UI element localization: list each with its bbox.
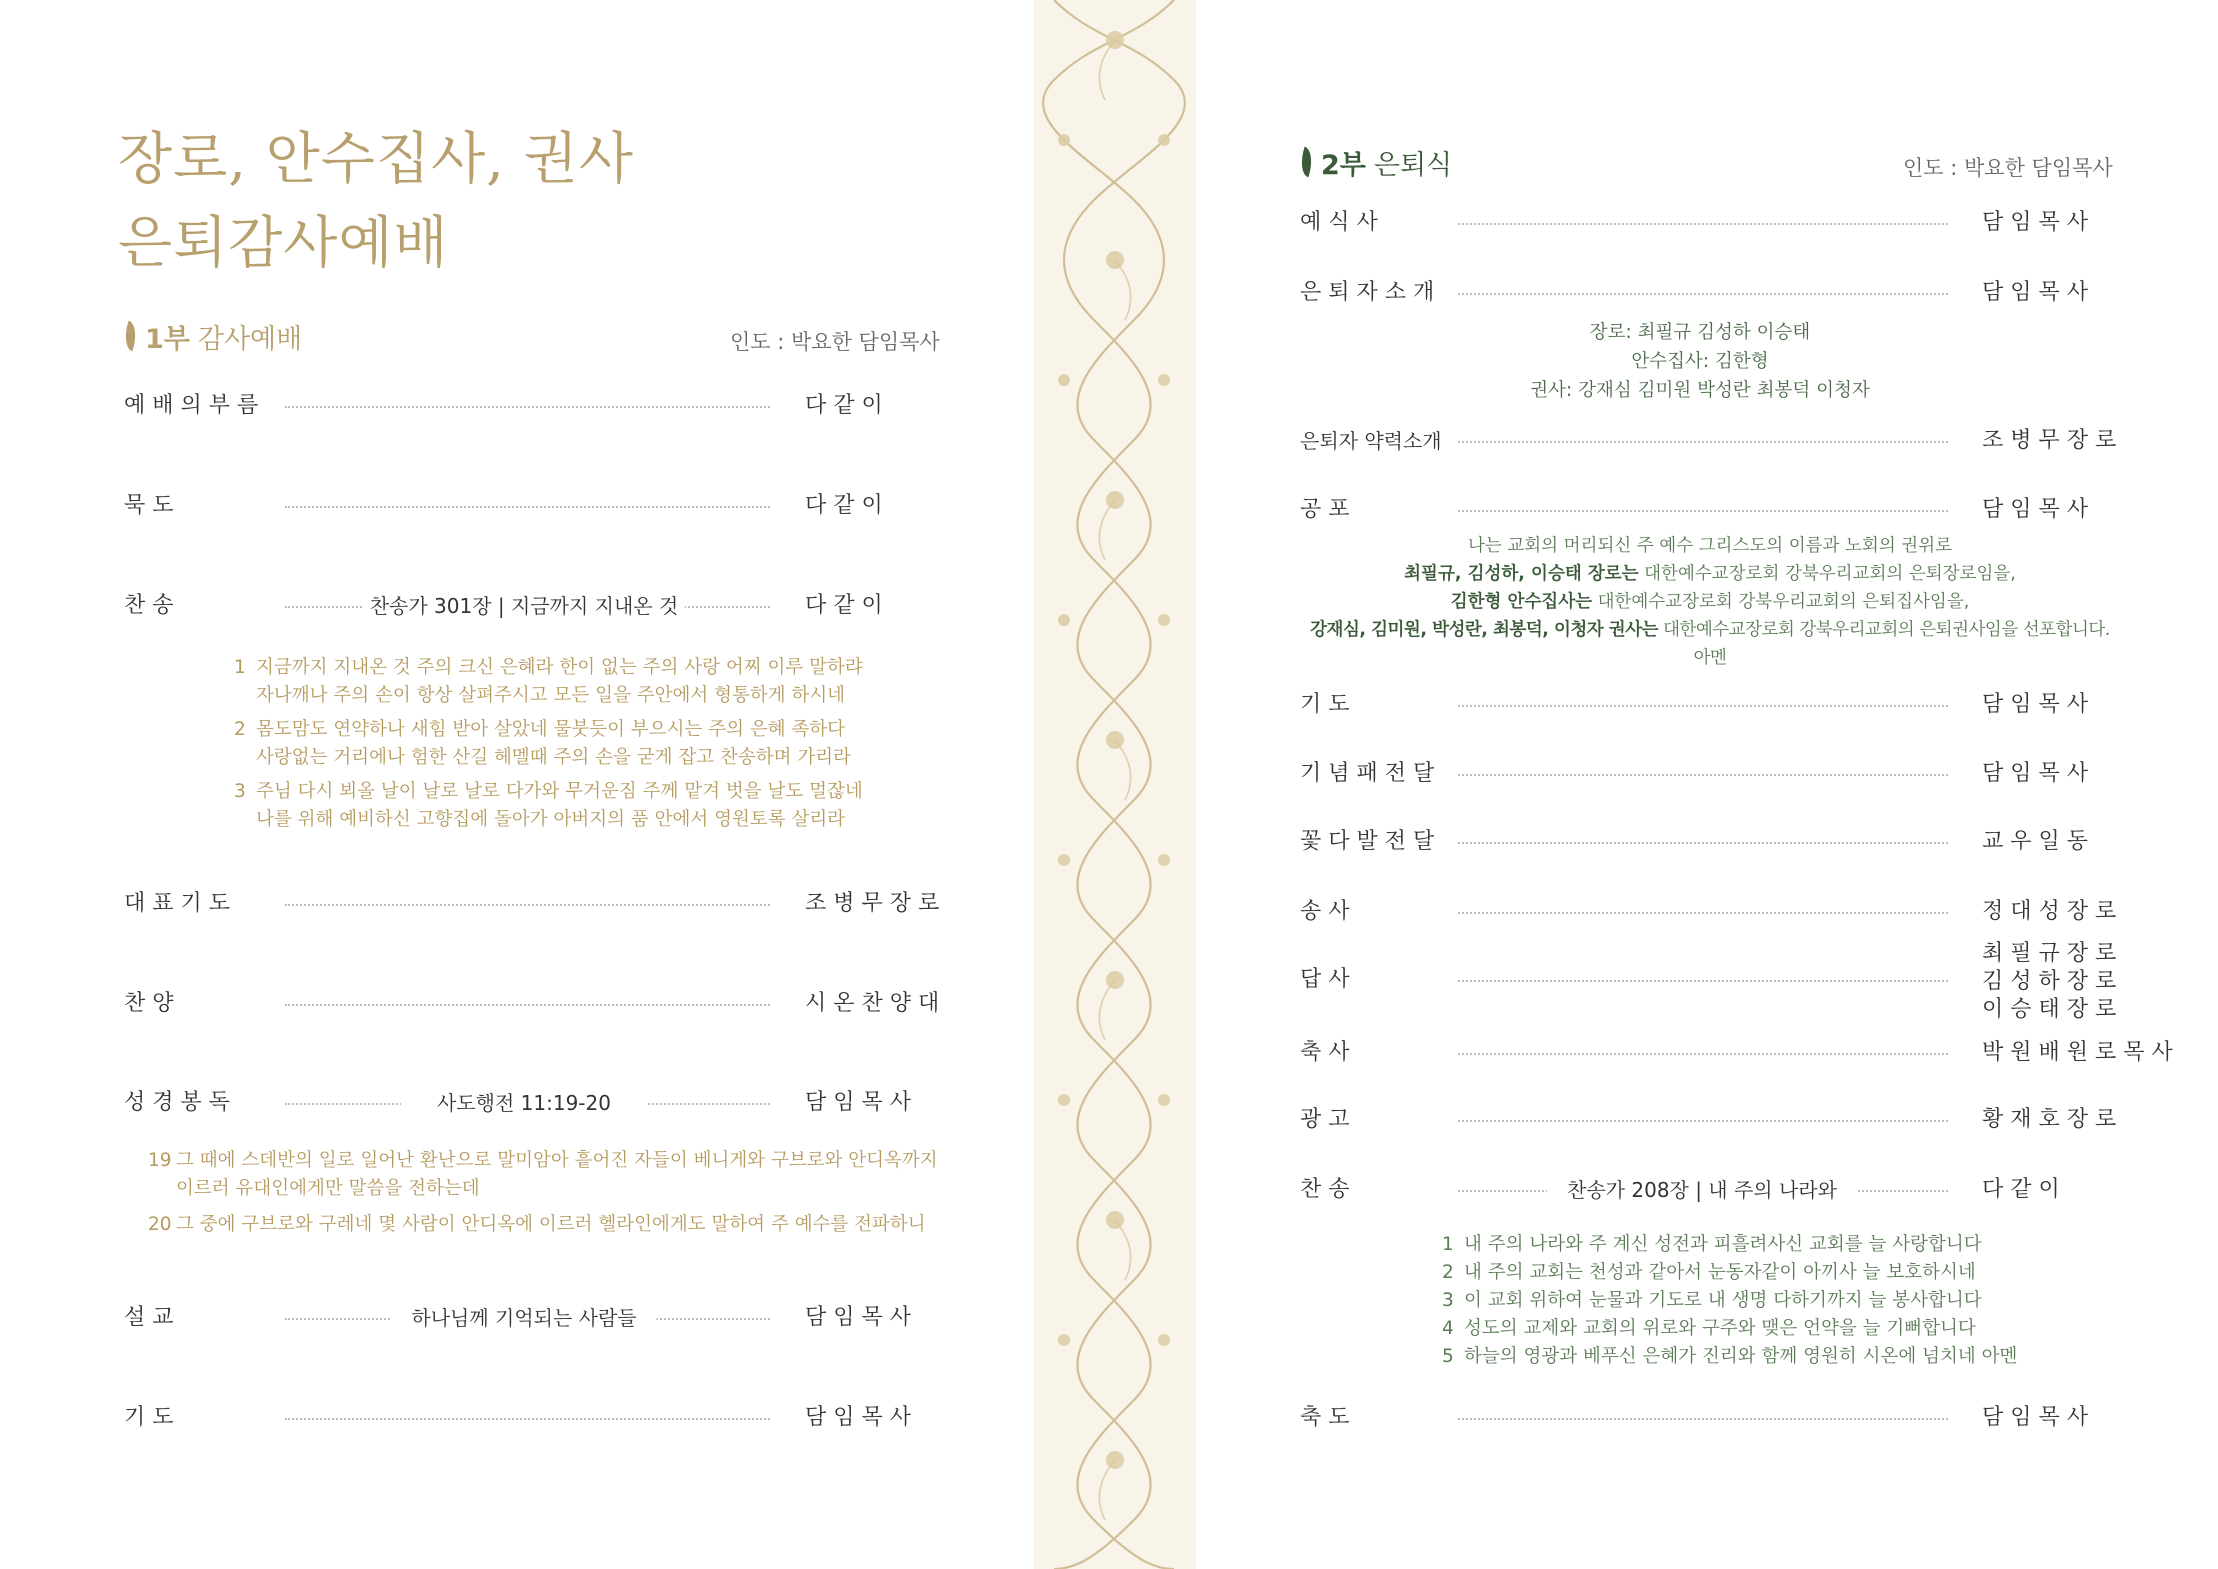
- row-label: 축 도: [1300, 1405, 1350, 1430]
- proclamation-line: [1300, 616, 2120, 672]
- order-row-proclamation: [1300, 490, 2180, 530]
- dotted-leader: [1458, 774, 1948, 776]
- dotted-leader: [285, 904, 770, 906]
- row-label: 예 식 사: [1300, 210, 1378, 235]
- verse-line: 주님 다시 뵈올 날이 날로 날로 다가와 무거운짐 주께 맡겨 벗을 날도 멀잖네: [256, 781, 863, 802]
- verse-line: 사랑없는 거리에나 험한 산길 헤멜때 주의 손을 굳게 잡고 찬송하며 가리라: [256, 747, 851, 768]
- row-performer: 황 재 호 장 로: [1982, 1107, 2117, 1132]
- order-row-hymn: [124, 586, 944, 626]
- order-row-retiree-introduction: [1300, 273, 2180, 313]
- verse-line: 내 주의 나라와 주 계신 성전과 피흘려사신 교회를 늘 사랑합니다: [1464, 1234, 1982, 1255]
- hymn-verse: [1442, 1231, 2017, 1259]
- part1-number: 1부: [145, 323, 190, 355]
- retiree-list: [1400, 318, 2000, 405]
- verse-number: 1: [234, 657, 246, 678]
- proclamation-names: 최필규, 김성하, 이승태 장로는: [1404, 564, 1639, 584]
- verse-number: 20: [148, 1214, 172, 1235]
- floral-pattern: [1034, 0, 1196, 1569]
- hymn-reference: 찬송가 301장 | 지금까지 지내온 것: [364, 586, 685, 626]
- verse-line: 지금까지 지내온 것 주의 크신 은혜라 한이 없는 주의 사랑 어찌 이루 말하랴: [256, 657, 863, 678]
- order-row-plaque-presentation: [1300, 754, 2180, 794]
- row-performer: 조 병 무 장 로: [805, 891, 940, 916]
- row-performer: 다 같 이: [805, 493, 883, 518]
- order-row-congratulatory-address: [1300, 1033, 2180, 1073]
- proclamation-text: [1300, 532, 2120, 672]
- dotted-leader: [285, 1418, 770, 1420]
- row-performer: 시 온 찬 양 대: [805, 991, 940, 1016]
- row-label: 축 사: [1300, 1040, 1350, 1065]
- row-label: 성 경 봉 독: [124, 1090, 230, 1115]
- hymn-lyrics: [234, 654, 863, 834]
- row-label: 예 배 의 부 름: [124, 393, 259, 418]
- order-row-prayer: [124, 1398, 944, 1438]
- retiree-deacon: 안수집사: 김한형: [1631, 351, 1769, 372]
- verse-line: 자나깨나 주의 손이 항상 살펴주시고 모든 일을 주안에서 형통하게 하시네: [256, 685, 846, 706]
- order-row-hymn: [1300, 1170, 2180, 1210]
- verse-number: 2: [1442, 1262, 1454, 1283]
- order-row-representative-prayer: [124, 884, 944, 924]
- retiree-kwonsa: 권사: 강재심 김미원 박성란 최봉덕 이청자: [1530, 380, 1870, 401]
- dotted-leader: [1458, 510, 1948, 512]
- proclamation-clause: 대한예수교장로회 강북우리교회의 은퇴권사임을 선포합니다. 아멘: [1658, 620, 2110, 668]
- row-performer: 다 같 이: [805, 393, 883, 418]
- verse-line: 그 중에 구브로와 구레네 몇 사람이 안디옥에 이르러 헬라인에게도 말하여 주 예수를 전파하니: [176, 1214, 926, 1235]
- verse-line: 성도의 교제와 교회의 위로와 구주와 맺은 언약을 늘 기뻐합니다: [1464, 1318, 1976, 1339]
- row-performer: 담 임 목 사: [1982, 210, 2088, 235]
- dotted-leader: [1458, 223, 1948, 225]
- order-row-retiree-biography: [1300, 421, 2180, 461]
- hymn-verse: [1442, 1259, 2017, 1287]
- verse-line: 하늘의 영광과 베푸신 은혜가 진리와 함께 영원히 시온에 넘치네 아멘: [1464, 1346, 2018, 1367]
- row-performer: 교 우 일 동: [1982, 829, 2088, 854]
- verse-line: 이 교회 위하여 눈물과 기도로 내 생명 다하기까지 늘 봉사합니다: [1464, 1290, 1982, 1311]
- part1-title: 감사예배: [197, 323, 303, 355]
- part2-title: 은퇴식: [1373, 149, 1453, 181]
- dotted-leader: [1458, 1120, 1948, 1122]
- dotted-leader: [285, 406, 770, 408]
- verse-line: 나를 위해 예비하신 고향집에 돌아가 아버지의 품 안에서 영원토록 살리라: [256, 809, 846, 830]
- part2-leader: 인도 : 박요한 담임목사: [1903, 156, 2113, 180]
- part1-heading: [124, 314, 302, 358]
- proclamation-clause: 대한예수교장로회 강북우리교회의 은퇴장로임을,: [1638, 564, 2016, 584]
- row-performer: 담 임 목 사: [1982, 761, 2088, 786]
- dotted-leader: [1458, 912, 1948, 914]
- row-performer: 담 임 목 사: [805, 1405, 911, 1430]
- row-label: 꽃 다 발 전 달: [1300, 829, 1435, 854]
- row-performer: 담 임 목 사: [805, 1090, 911, 1115]
- dotted-leader: [1458, 293, 1948, 295]
- order-row-ceremony-address: [1300, 203, 2180, 243]
- sermon-title: 하나님께 기억되는 사람들: [391, 1298, 656, 1338]
- verse-line: 내 주의 교회는 천성과 같아서 눈동자같이 아끼사 늘 보호하시네: [1464, 1262, 1976, 1283]
- part2-heading: [1300, 140, 1452, 184]
- proclamation-line: 나는 교회의 머리되신 주 예수 그리스도의 이름과 노회의 권위로: [1467, 536, 1953, 556]
- verse-number: 2: [234, 719, 246, 740]
- row-label: 찬 송: [1300, 1177, 1350, 1202]
- row-label: 공 포: [1300, 497, 1350, 522]
- row-performer: 조 병 무 장 로: [1982, 428, 2117, 453]
- row-label: 답 사: [1300, 967, 1350, 992]
- row-label: 기 념 패 전 달: [1300, 761, 1435, 786]
- hymn-reference: 찬송가 208장 | 내 주의 나라와: [1547, 1170, 1857, 1210]
- proclamation-clause: 대한예수교장로회 강북우리교회의 은퇴집사임을,: [1592, 592, 1970, 612]
- row-performer: 담 임 목 사: [1982, 497, 2088, 522]
- title-line-2: 은퇴감사예배: [118, 211, 449, 276]
- order-row-prayer: [1300, 685, 2180, 725]
- row-performer: 담 임 목 사: [1982, 1405, 2088, 1430]
- hymn-verse: [1442, 1287, 2017, 1315]
- proclamation-names: 강재심, 김미원, 박성란, 최봉덕, 이청자 권사는: [1310, 620, 1658, 640]
- performer-name: 이 승 태 장 로: [1982, 997, 2117, 1022]
- row-label: 광 고: [1300, 1107, 1350, 1132]
- verse-number: 3: [1442, 1290, 1454, 1311]
- scripture-reference: 사도행전 11:19-20: [401, 1083, 647, 1123]
- row-performer: 박 원 배 원 로 목 사: [1982, 1040, 2173, 1065]
- row-label: 묵 도: [124, 493, 174, 518]
- row-label: 찬 양: [124, 991, 174, 1016]
- scripture-text: [148, 1147, 938, 1239]
- row-performer: 정 대 성 장 로: [1982, 899, 2117, 924]
- retiree-elders: 장로: 최필규 김성하 이승태: [1589, 322, 1811, 343]
- dotted-leader: [1458, 842, 1948, 844]
- verse-number: 1: [1442, 1234, 1454, 1255]
- order-row-farewell-address: [1300, 892, 2180, 932]
- row-performer: 담 임 목 사: [805, 1305, 911, 1330]
- order-row-silent-prayer: [124, 486, 944, 526]
- scripture-verse: [148, 1147, 938, 1203]
- dotted-leader: [285, 506, 770, 508]
- order-row-anthem: [124, 984, 944, 1024]
- hymn-verse: [1442, 1343, 2017, 1371]
- leaf-icon: [120, 321, 141, 352]
- row-label: 설 교: [124, 1305, 174, 1330]
- part2-number: 2부: [1321, 149, 1366, 181]
- hymn-verse: [234, 654, 863, 710]
- part1-leader: 인도 : 박요한 담임목사: [730, 330, 940, 354]
- row-label: 은퇴자 약력소개: [1300, 429, 1442, 453]
- row-performer: 다 같 이: [805, 593, 883, 618]
- row-label: 찬 송: [124, 593, 174, 618]
- verse-number: 4: [1442, 1318, 1454, 1339]
- dotted-leader: [1458, 1418, 1948, 1420]
- scripture-verse: [148, 1211, 938, 1239]
- order-row-sermon: [124, 1298, 944, 1338]
- dotted-leader: [285, 1004, 770, 1006]
- proclamation-names: 김한형 안수집사는: [1450, 592, 1593, 612]
- dotted-leader: [1458, 980, 1948, 982]
- proclamation-line: [1300, 588, 2120, 616]
- row-performer: 다 같 이: [1982, 1177, 2060, 1202]
- performer-name: 최 필 규 장 로: [1982, 941, 2117, 966]
- reply-performers: [1982, 940, 2116, 1024]
- order-row-call-to-worship: [124, 386, 944, 426]
- hymn-verse: [234, 716, 863, 772]
- verse-line: 몸도맘도 연약하나 새힘 받아 살았네 물붓듯이 부으시는 주의 은혜 족하다: [256, 719, 846, 740]
- proclamation-line: [1300, 560, 2120, 588]
- row-label: 송 사: [1300, 899, 1350, 924]
- hymn-lyrics: [1442, 1231, 2017, 1371]
- row-label: 은 퇴 자 소 개: [1300, 280, 1435, 305]
- page-title: [118, 118, 634, 286]
- row-performer: 담 임 목 사: [1982, 692, 2088, 717]
- hymn-verse: [1442, 1315, 2017, 1343]
- verse-line: 이르러 유대인에게만 말씀을 전하는데: [176, 1178, 480, 1199]
- leaf-icon: [1296, 147, 1317, 178]
- order-row-announcements: [1300, 1100, 2180, 1140]
- verse-number: 3: [234, 781, 246, 802]
- dotted-leader: [1458, 705, 1948, 707]
- verse-number: 5: [1442, 1346, 1454, 1367]
- verse-line: 그 때에 스데반의 일로 일어난 환난으로 말미암아 흩어진 자들이 베니게와 구브로와 안디옥까지: [176, 1150, 938, 1171]
- title-line-1: 장로, 안수집사, 권사: [118, 127, 634, 192]
- order-row-flower-presentation: [1300, 822, 2180, 862]
- row-label: 기 도: [1300, 692, 1350, 717]
- order-row-scripture-reading: [124, 1083, 944, 1123]
- dotted-leader: [1458, 441, 1948, 443]
- row-label: 기 도: [124, 1405, 174, 1430]
- row-performer: 담 임 목 사: [1982, 280, 2088, 305]
- order-row-benediction: [1300, 1398, 2180, 1438]
- dotted-leader: [1458, 1053, 1948, 1055]
- decorative-floral-strip: [1034, 0, 1196, 1569]
- hymn-verse: [234, 778, 863, 834]
- verse-number: 19: [148, 1150, 172, 1171]
- row-label: 대 표 기 도: [124, 891, 230, 916]
- performer-name: 김 성 하 장 로: [1982, 969, 2117, 994]
